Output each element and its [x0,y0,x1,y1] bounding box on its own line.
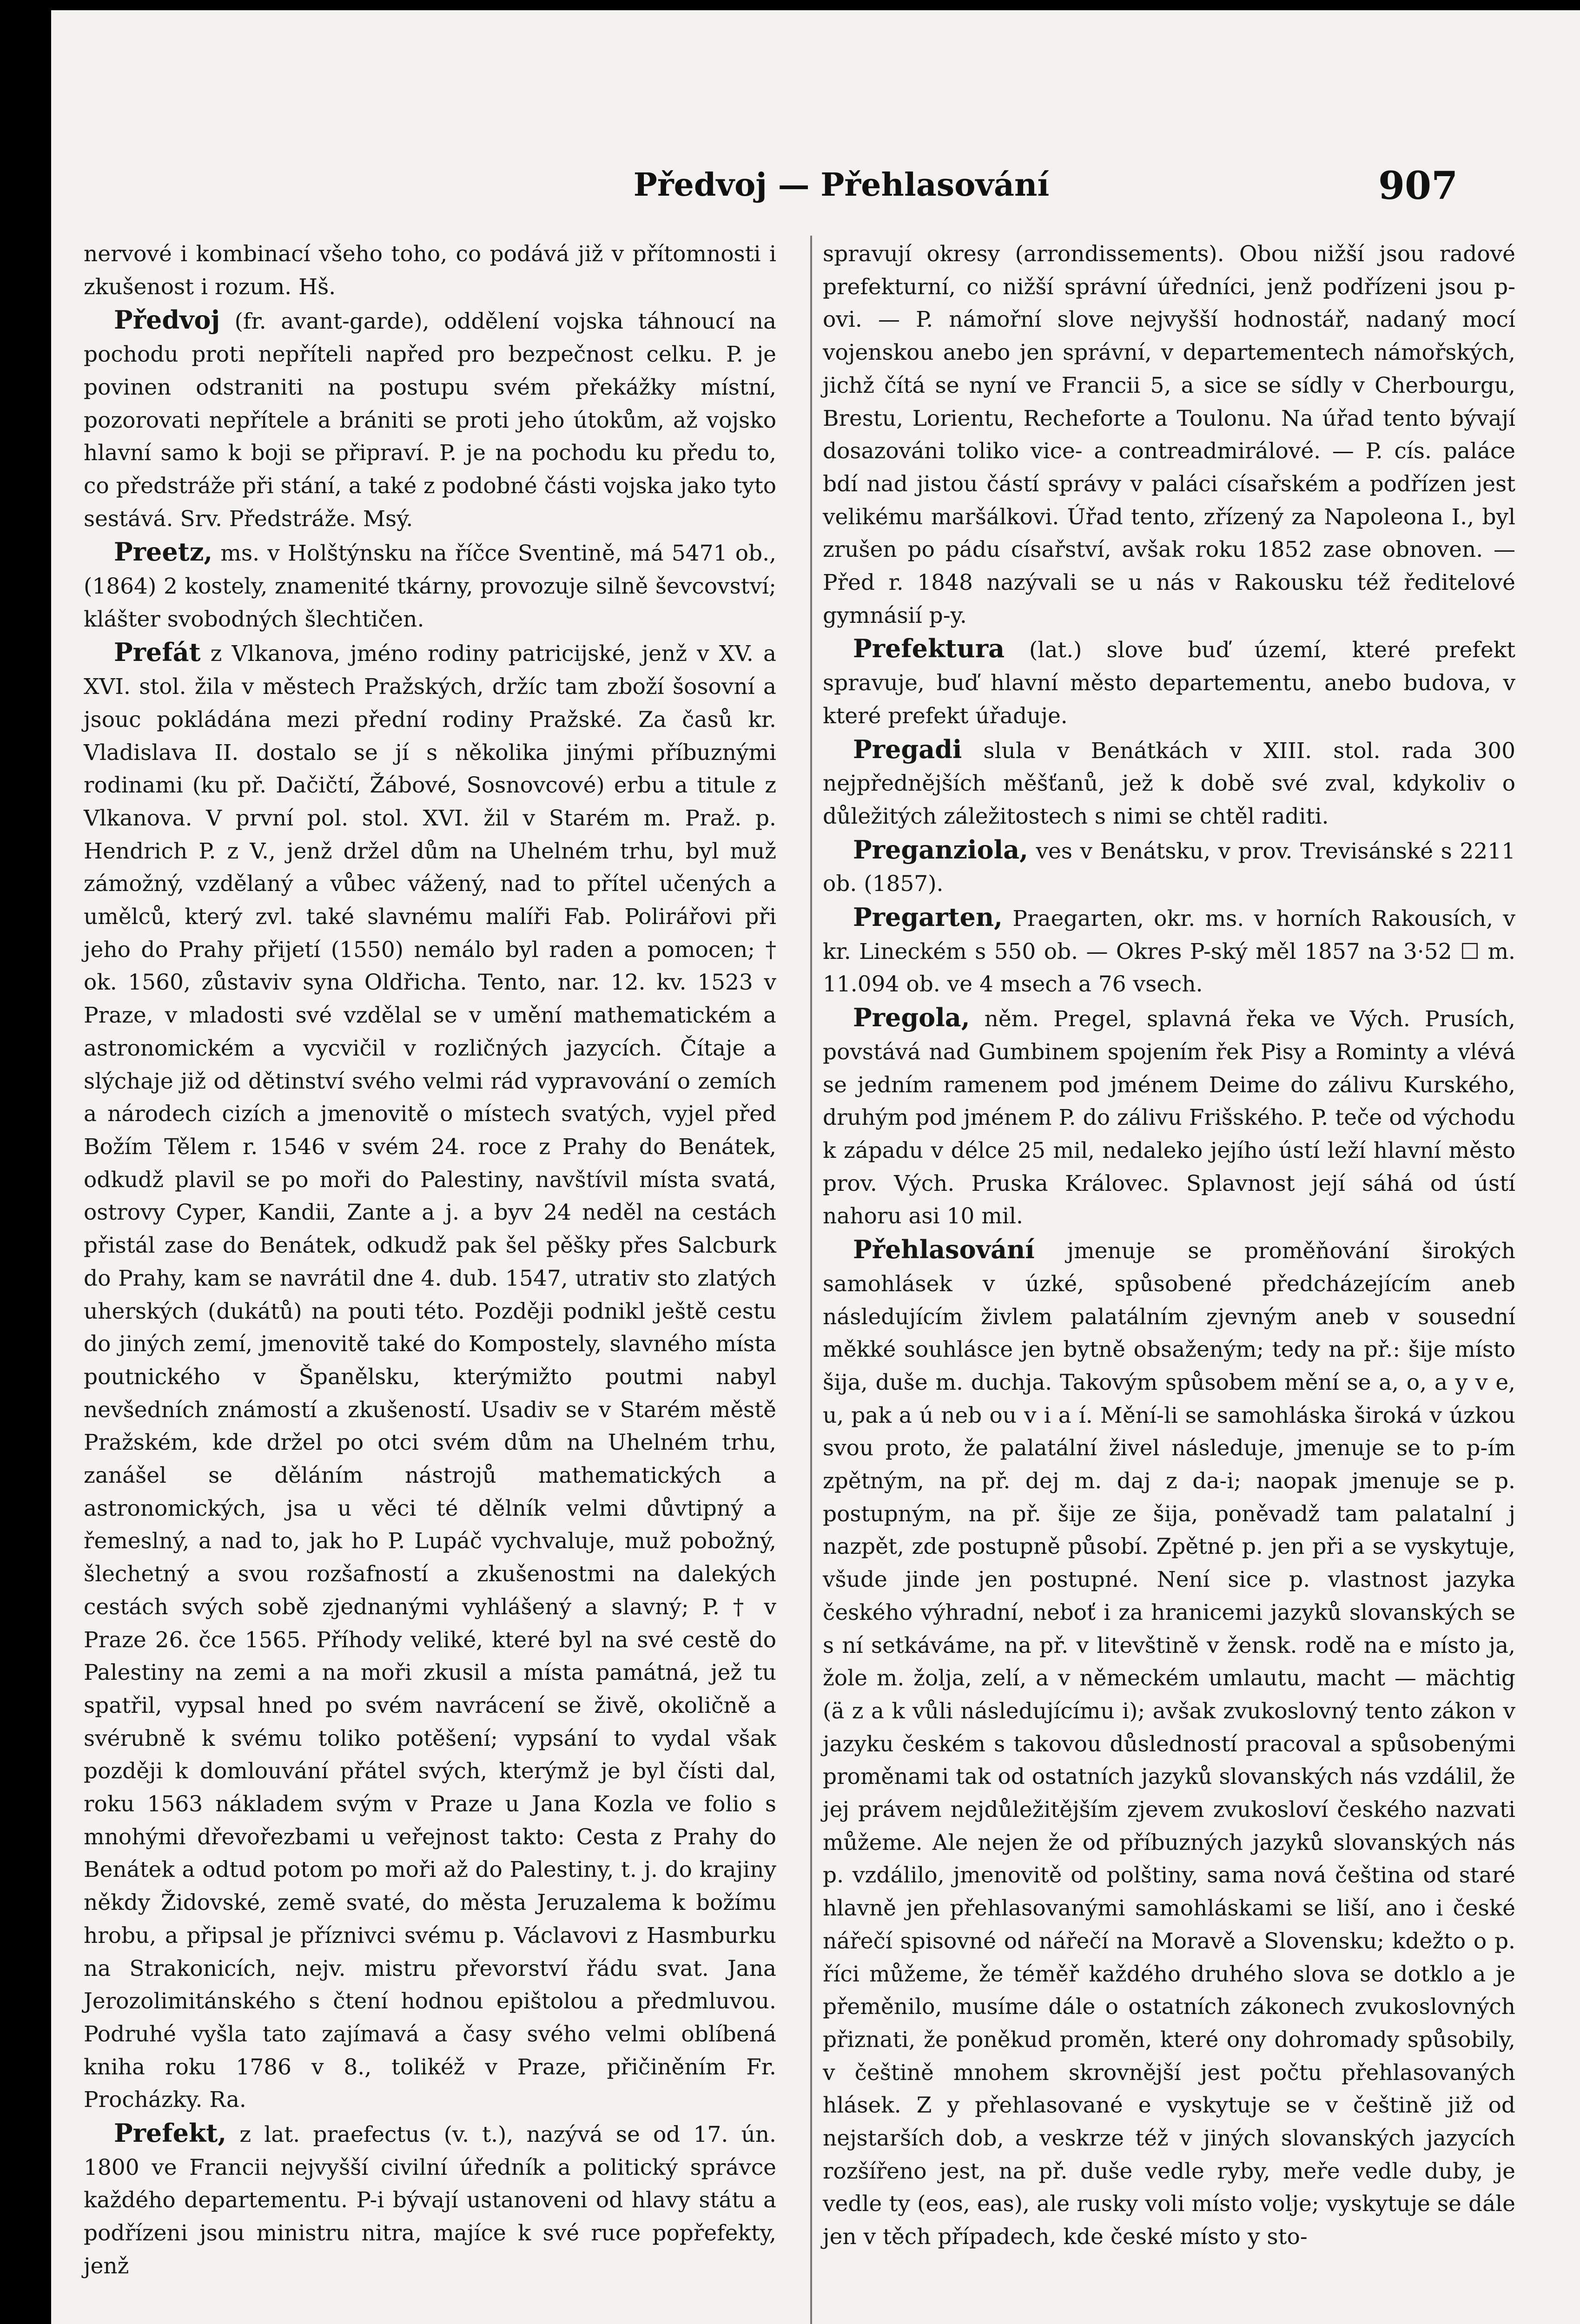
entry-text: slula v Benátkách v XIII. stol. rada 300 nejpřednějších měšťanů, jež k době své zval, kdykoliv o důležitých záležitostech s nimi se chtěl raditi. [823,738,1515,829]
scanned-page [51,10,1580,2324]
entry-text: jmenuje se proměňování širokých samohlásek v úzké, spůsobené předcházejícím aneb následujícím živlem palatálním zjevným aneb v sousední měkké souhlásce jen bytně obsaženým; tedy na př.: šije místo šija, duše m. duchja. Takovým spůsobem mění se a, o, a y v e, u, pak a ú neb ou v i a í. Mění-li se samohláska široká v úzkou svou proto, že palatální živel následuje, jmenuje se to p-ím zpětným, na př. dej m. daj z da-i; naopak jmenuje se p. postupným, na př. šije ze šija, poněvadž tam palatalní j nazpět, zde postupně působí. Zpětné p. jen při a se vyskytuje, všude jinde jen postupné. Není sice p. vlastnost jazyka českého výhradní, neboť i za hranicemi jazyků slovanských se s ní setkáváme, na př. v litevštině v žensk. rodě na e místo ja, žole m. žolja, zelí, a v německém umlautu, macht — mächtig (ä z a k vůli následujícímu i); avšak zvukoslovný tento zákon v jazyku českém s takovou důsledností pracoval a spůsobenými proměnami tak od ostatních jazyků slovanských nás vzdálil, že jej právem nejdůležitějším zjevem zvukosloví českého nazvati můžeme. Ale nejen že od příbuzných jazyků slovanských nás p. vzdálilo, jmenovitě od polštiny, sama nová čeština od staré hlavně jen přehlasovanými samohláskami se liší, ano i české nářečí spisovné od nářečí na Moravě a Slovensku; kdežto o p. říci můžeme, že téměř každého druhého slova se dotklo a je přeměnilo, musíme dále o ostatních zákonech zvukoslovných přiznati, že poněkud proměn, které ony dohromady spůsobily, v češtině mnohem skrovnější jest počtu přehlasovaných hlásek. Z y přehlasované e vyskytuje se v češtině již od nejstarších dob, a veskrze též v jiných slovanských jazycích rozšířeno jest, na př. duše vedle ryby, meře vedle duby, je vedle ty (eos, eas), ale rusky voli místo volje; vyskytuje se dále jen v těch případech, kde české místo y sto- [823,1238,1515,2250]
entry-headword: Předvoj [114,305,220,335]
entry-paragraph [84,238,776,304]
entry-headword: Preganziola, [853,834,1028,865]
entry-paragraph [823,833,1515,901]
entry-text: ves v Benátsku, v prov. Trevisánské s 2211 ob. (1857). [823,838,1515,897]
entry-paragraph [823,238,1515,632]
entry-headword: Preetz, [114,537,213,567]
right-column [823,238,1515,2254]
entry-paragraph [84,2117,776,2283]
entry-paragraph [84,535,776,636]
entry-headword: Prefektura [853,634,1005,664]
entry-text: (fr. avant-garde), oddělení vojska táhnoucí na pochodu proti nepříteli napřed pro bezpečnost celku. P. je povinen odstraniti na postupu svém překážky místní, pozorovati nepřítele a brániti se proti jeho útokům, až vojsko hlavní samo k boji se připraví. P. je na pochodu ku předu to, co předstráže při stání, a také z podobné části vojska jako tyto sestává. Srv. Předstráže. Msý. [84,309,776,532]
entry-paragraph [84,304,776,535]
entry-text: něm. Pregel, splavná řeka ve Vých. Prusích, povstává nad Gumbinem spojením řek Pisy a Rominty a vlévá se jedním ramenem pod jménem Deime do zálivu Kurského, druhým pod jménem P. do zálivu Frišského. P. teče od východu k západu v délce 25 mil, nedaleko jejího ústí leží hlavní město prov. Vých. Pruska Královec. Splavnost její sáhá od ústí nahoru asi 10 mil. [823,1006,1515,1229]
left-column [84,238,776,2283]
header-title: Předvoj — Přehlasování [633,166,1050,204]
entry-paragraph [823,901,1515,1001]
entry-paragraph [823,733,1515,833]
entry-text: (lat.) slove buď území, které prefekt spravuje, buď hlavní město departementu, anebo budova, v které prefekt úřaduje. [823,637,1515,729]
entry-headword: Pregadi [853,734,962,764]
page-number: 907 [1378,164,1458,208]
entry-text: ms. v Holštýnsku na říčce Sventině, má 5471 ob., (1864) 2 kostely, znamenité tkárny, provozuje silně ševcovství; klášter svobodných šlechtičen. [84,541,776,632]
entry-text: nervové i kombinací všeho toho, co podává již v přítomnosti i zkušenost i rozum. Hš. [84,241,776,300]
entry-text: Praegarten, okr. ms. v horních Rakousích, v kr. Lineckém s 550 ob. — Okres P-ský měl 1857 na 3·52 ☐ m. 11.094 ob. ve 4 msech a 76 vsech. [823,906,1515,997]
entry-headword: Prefát [114,637,201,667]
entry-headword: Přehlasování [853,1235,1035,1265]
entry-paragraph [84,636,776,2117]
column-divider [810,236,812,2324]
entry-paragraph [823,1001,1515,1233]
entry-text: spravují okresy (arrondissements). Obou nižší jsou radové prefekturní, co nižší správní úředníci, jenž podřízeni jsou p-ovi. — P. námořní slove nejvyšší hodnostář, nadaný mocí vojenskou anebo jen správní, v departementech námořských, jichž čítá se nyní ve Francii 5, a sice se sídly v Cherbourgu, Brestu, Lorientu, Recheforte a Toulonu. Na úřad tento bývají dosazováni toliko vice- a contreadmirálové. — P. cís. paláce bdí nad jistou částí správy v paláci císařském a podřízen jest velikému maršálkovi. Úřad tento, zřízený za Napoleona I., byl zrušen po pádu císařství, avšak roku 1852 zase obnoven. — Před r. 1848 nazývali se u nás v Rakousku též ředitelové gymnásií p-y. [823,241,1515,628]
entry-text: z Vlkanova, jméno rodiny patricijské, jenž v XV. a XVI. stol. žila v městech Pražských, držíc tam zboží šosovní a jsouc pokládána mezi přední rodiny Pražské. Za časů kr. Vladislava II. dostalo se jí s několika jinými příbuznými rodinami (ku př. Dačičtí, Žábové, Sosnovcové) erbu a titule z Vlkanova. V první pol. stol. XVI. žil v Starém m. Praž. p. Hendrich P. z V., jenž držel dům na Uhelném trhu, byl muž zámožný, vzdělaný a vůbec vážený, nad to přítel učených a umělců, který zvl. také slavnému malíři Fab. Polirářovi při jeho do Prahy přijetí (1550) nemálo byl raden a pomocen; † ok. 1560, zůstaviv syna Oldřicha. Tento, nar. 12. kv. 1523 v Praze, v mladosti své vzdělal se v umění mathematickém a astronomickém a vycvičil v rozličných jazycích. Čítaje a slýchaje již od dětinství svého velmi rád vypravování o zemích a národech cizích a jmenovitě o místech svatých, vyjel před Božím Tělem r. 1546 v svém 24. roce z Prahy do Benátek, odkudž plavil se po moři do Palestiny, navštívil místa svatá, ostrovy Cyper, Kandii, Zante a j. a byv 24 neděl na cestách přistál zase do Benátek, odkudž pak šel pěšky přes Salcburk do Prahy, kam se navrátil dne 4. dub. 1547, utrativ sto zlatých uherských (dukátů) na pouti této. Později podnikl ještě cestu do jiných zemí, jmenovitě také do Kompostely, slavného místa poutnického v Španělsku, kterýmižto poutmi nabyl nevšedních známostí a zkušeností. Usadiv se v Starém městě Pražském, kde držel po otci svém dům na Uhelném trhu, zanášel se děláním nástrojů mathematických a astronomických, jsa u věci té dělník velmi důvtipný a řemeslný, a nad to, jak ho P. Lupáč vychvaluje, muž pobožný, šlechetný a svou rozšafností a zkušenostmi na dalekých cestách svých sobě zjednanými vyhlášený a slavný; P. † v Praze 26. čce 1565. Příhody veliké, které byl na své cestě do Palestiny na zemi a na moři zkusil a místa památná, jež tu spatřil, vypsal hned po svém navrácení se živě, okoličně a svérubně k svému toliko potěšení; vypsání to vydal však později k domlouvání přátel svých, kterýmž je byl čísti dal, roku 1563 nákladem svým v Praze u Jana Kozla ve folio s mnohými dřevořezbami u veřejnost takto: Cesta z Prahy do Benátek a odtud potom po moři až do Palestiny, t. j. do krajiny někdy Židovské, země svaté, do města Jeruzalema k božímu hrobu, a připsal je příznivci svému p. Václavovi z Hasmburku na Strakonicích, nejv. mistru převorství řádu svat. Jana Jerozolimitánského s čtení hodnou epištolou a předmluvou. Podruhé vyšla tato zajímavá a časy svého velmi oblíbená kniha roku 1786 v 8., tolikéž v Praze, přičiněním Fr. Procházky. Ra. [84,641,776,2113]
entry-headword: Pregola, [853,1003,970,1033]
entry-text: z lat. praefectus (v. t.), nazývá se od 17. ún. 1800 ve Francii nejvyšší civilní úředník a politický správce každého departementu. P-i bývají ustanoveni od hlavy státu a podřízeni jsou ministru nitra, majíce k své ruce popřefekty, jenž [84,2122,776,2279]
entry-paragraph [823,1233,1515,2254]
entry-headword: Pregarten, [853,902,1003,932]
entry-headword: Prefekt, [114,2118,227,2148]
running-header [51,164,1580,219]
entry-paragraph [823,632,1515,733]
